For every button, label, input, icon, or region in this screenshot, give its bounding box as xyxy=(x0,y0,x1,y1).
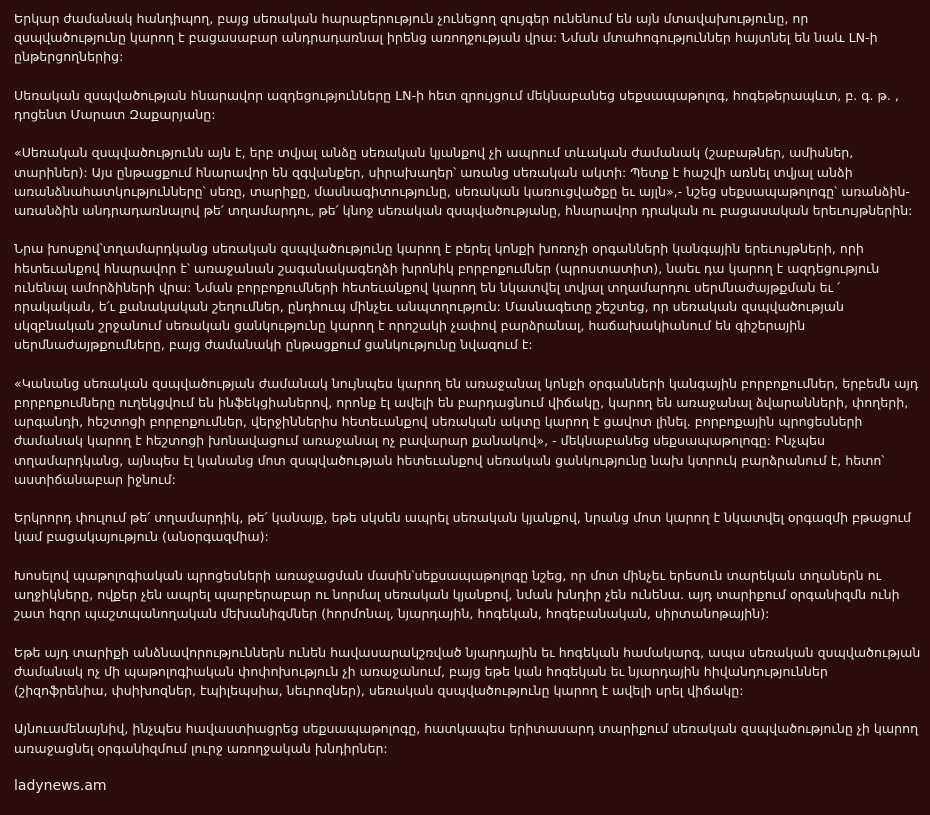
paragraph-1: Երկար ժամանակ հանդիպող, բայց սեռական հարաբերություն չունեցող զույգեր ունենում են այն մտավախությունը, որ զսպվածությունը կարող է բացասաբար անդրադառնալ իրենց առողջության վրա: Նման մտահոգություններ հայտնել են նաև LN-ի ընթերցողներից: xyxy=(14,11,878,65)
paragraph-3: «Սեռական զսպվածությունն այն է, երբ տվյալ անձը սեռական կյանքով չի ապրում տևական ժամանակ (շաբաթներ, ամիսներ, տարիներ): Այս ընթացքում հնարավոր են զգվանքեր, սիրախաղեր՝ առանց սեռական ակտի: Պետք է հաշվի առնել տվյալ անձի առանձնահատկությունները՝ սեռը, տարիքը, մասնագիտությունը, սեռական կառուցվածքը եւ այլն»,- նշեց սեքսապաթոլոգը՝ առանձին-առանձին անդրադառնալով թե՛ տղամարդու, թե՛ կնոջ սեռական զսպվածությանը, հնարավոր դրական ու բացասական երեւույթներին: xyxy=(14,145,913,218)
paragraph-4: Նրա խոսքով՝տղամարդկանց սեռական զսպվածությունը կարող է բերել կոնքի խոռոչի օրգանների կանգային երեւույթների, որի հետեւանքով հնարավոր է՝ առաջանան շագանակագեղձի խրոնիկ բորբոքումներ (պրոստատիտ), նաեւ դա կարող է ազդեցություն ունենալ ամորձիների վրա: Նման բորբոքումների հետեւանքով կարող են նկատվել տվյալ տղամարդու սերմնաժայթքման եւ ՛ որակական, ե՛ւ քանակական շեղումներ, ընդհուպ մինչեւ անպտղություն: Մասնագետը շեշտեց, որ սեռական զսպվածության սկզբնական շրջանում սեռական ցանկությունը կարող է որոշակի չափով բարձրանալ, հաճախակիանում են գիշերային սերմնաժայթքումները, բայց ժամանակի ընթացքում ցանկությունը նվազում է: xyxy=(14,241,880,353)
paragraph-5: «Կանանց սեռական զսպվածության ժամանակ նույնպես կարող են առաջանալ կոնքի օրգանների կանգային բորբոքումներ, երբեմն այդ բորբոքումները ուղեկցվում են ինֆեկցիաներով, որոնք էլ ավելի են բարդացնում վիճակը, կարող են առաջանալ ձվարանների, փողերի, արգանդի, հեշտոցի բորբոքումներ, վերջիններիս հետեւանքով սեռական ակտը կարող է ցավոտ լինել. բորբոքային պրոցեսների ժամանակ կարող է հեշտոցի խոնավացում առաջանալ ոչ բավարար քանակով», - մեկնաբանեց սեքսապաթոլոգը: Ինչպես տղամարդկանց, այնպես էլ կանանց մոտ զսպվածության հետեւանքով սեռական ցանկությունը նախ կտրուկ բարձրանում է, հետո՝ աստիճանաբար իջնում: xyxy=(14,375,919,487)
paragraph-2: Սեռական զսպվածության հնարավոր ազդեցությունները LN-ի հետ զրույցում մեկնաբանեց սեքսապաթոլոգ, հոգեթերապևտ, բ. գ. թ. , դոցենտ Մարատ Զաքարյանը: xyxy=(14,87,899,122)
paragraph-9: Այնուամենայնիվ, ինչպես հավաստիացրեց սեքսապաթոլոգը, հատկապես երիտասարդ տարիքում սեռական զսպվածությունը չի կարող առաջացնել օրգանիզմում լուրջ առողջական խնդիրներ: xyxy=(14,721,919,756)
paragraph-7: Խոսելով պաթոլոգիական պրոցեսների առաջացման մասին՝սեքսապաթոլոգը նշեց, որ մոտ մինչեւ երեսուն տարեկան տղաներն ու աղջիկները, ովքեր չեն ապրել պարբերաբար ու նորմալ սեռական կյանքով, նման խնդիր չեն ունենա. այդ տարիքում օրգանիզմն ունի շատ հզոր պաշտպանողական մեխանիզմներ (հորմոնալ, նյարդային, հոգեկան, հոգեբանական, սիրտանոթային): xyxy=(14,567,900,622)
article-body xyxy=(14,9,922,815)
paragraph-6: Երկրորդ փուլում թե՛ տղամարդիկ, թե՛ կանայք, եթե սկսեն ապրել սեռական կյանքով, նրանց մոտ կարող է նկատվել օրգազմի բթացում կամ բացակայություն (անօրգազմիա): xyxy=(14,510,912,545)
source-credit: ladynews.am xyxy=(14,777,107,794)
paragraph-8: Եթե այդ տարիքի անձնավորություններն ունեն հավասարակշռված նյարդային եւ հոգեկան համակարգ, ապա սեռական զսպվածության ժամանակ ոչ մի պաթոլոգիական փոփոխություն չի առաջանում, բայց եթե կան հոգեկան եւ նյարդային հիվանդություններ (շիզոֆրենիա, փսիխոզներ, էպիլեպսիա, նեւրոզներ), սեռական զսպվածությունը կարող է ավելի սրել վիճակը: xyxy=(14,644,921,698)
